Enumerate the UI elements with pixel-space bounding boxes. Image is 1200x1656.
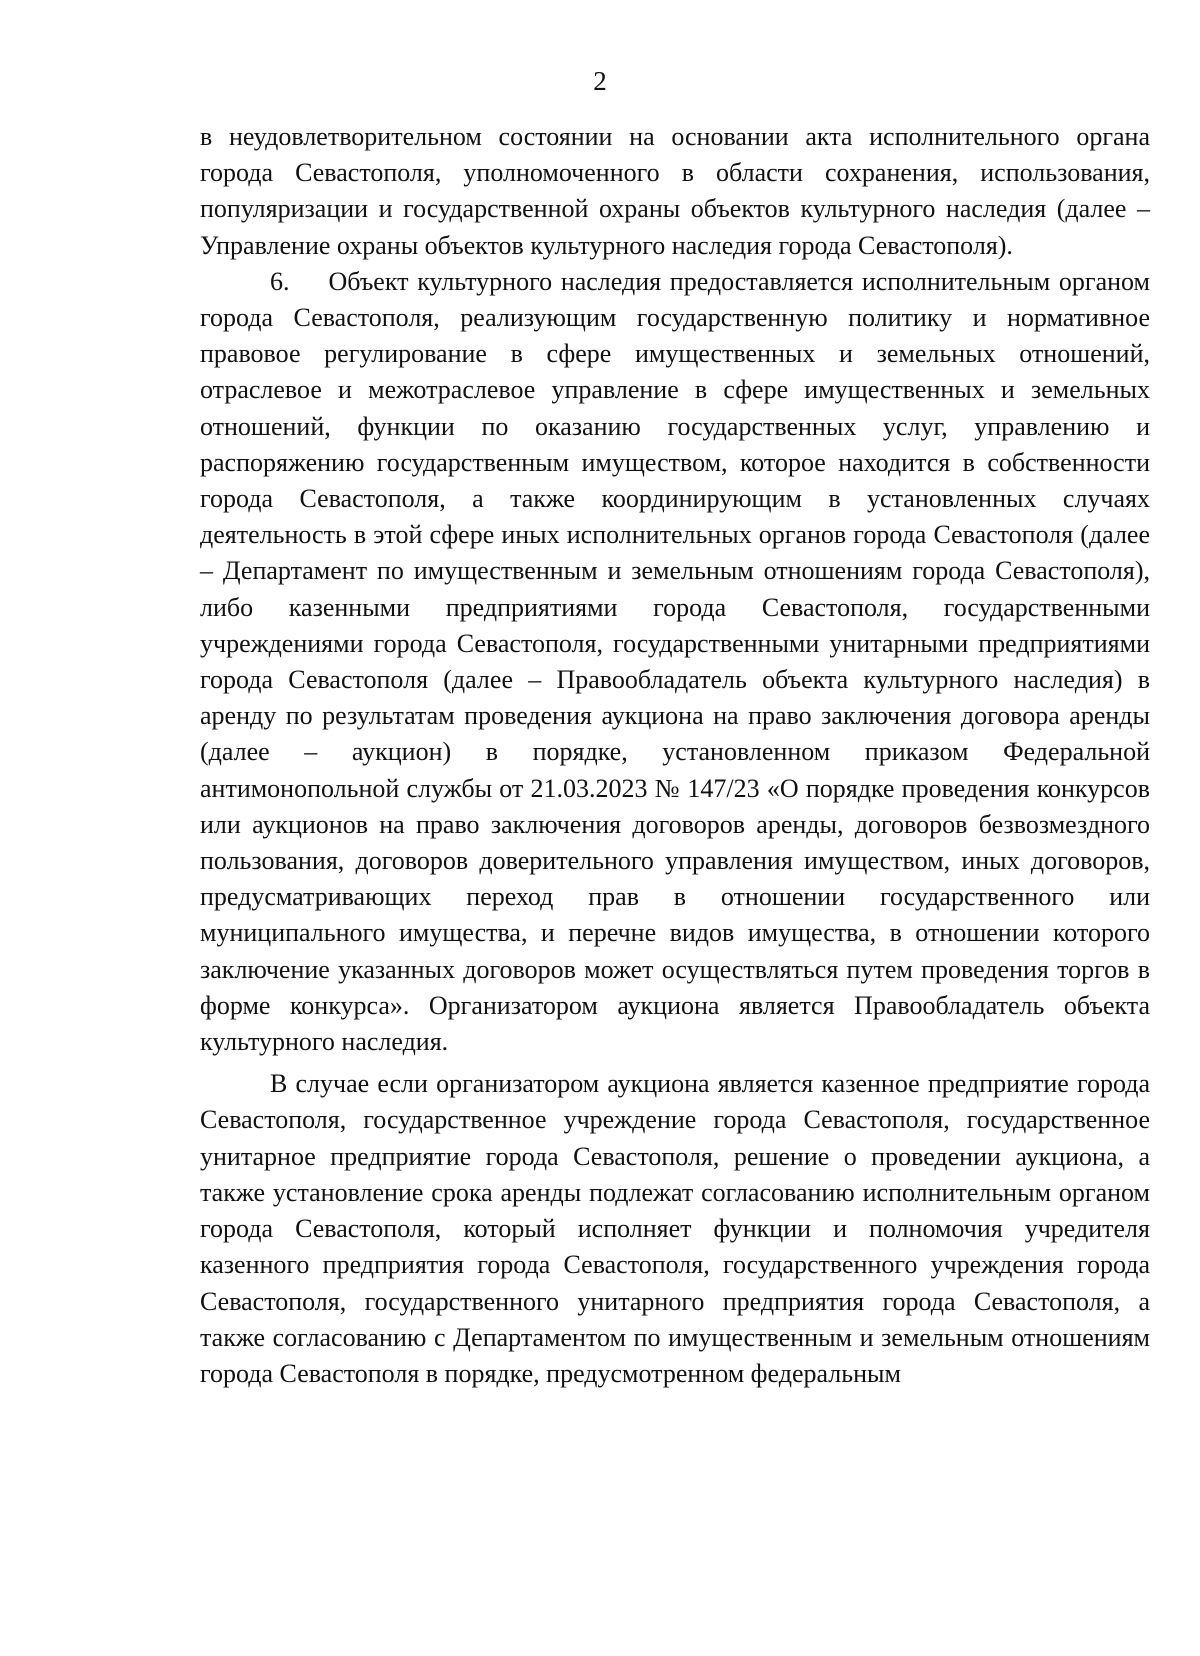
paragraph-auction-approval: В случае если организатором аукциона является казенное предприятие города Севастополя, государственное учреждение города Севастополя, государственное унитарное предприятие города Севастополя, решение о проведении аукциона, а также установление срока аренды подлежат согласованию исполнительным органом города Севастополя, который исполняет функции и полномочия учредителя казенного предприятия города Севастополя, государственного учреждения города Севастополя, государственного унитарного предприятия города Севастополя, а также согласованию с Департаментом по имущественным и земельным отношениям города Севастополя в порядке, предусмотренном федеральным — [200, 1069, 1150, 1388]
paragraph-item-6: 6. Объект культурного наследия предоставляется исполнительным органом города Севастополя, реализующим государственную политику и нормативное правовое регулирование в сфере имущественных и земельных отношений, отраслевое и межотраслевое управление в сфере имущественных и земельных отношений, функции по оказанию государственных услуг, управлению и распоряжению государственным имуществом, которое находится в собственности города Севастополя, а также координирующим в установленных случаях деятельность в этой сфере иных исполнительных органов города Севастополя (далее – Департамент по имущественным и земельным отношениям города Севастополя), либо казенными предприятиями города Севастополя, государственными учреждениями города Севастополя, государственными унитарными предприятиями города Севастополя (далее – Правообладатель объекта культурного наследия) в аренду по результатам проведения аукциона на право заключения договора аренды (далее – аукцион) в порядке, установленном приказом Федеральной антимонопольной службы от 21.03.2023 № 147/23 «О порядке проведения конкурсов или аукционов на право заключения договоров аренды, договоров безвозмездного пользования, договоров доверительного управления имуществом, иных договоров, предусматривающих переход прав в отношении государственного или муниципального имущества, и перечне видов имущества, в отношении которого заключение указанных договоров может осуществляться путем проведения торгов в форме конкурса». Организатором аукциона является Правообладатель объекта культурного наследия. — [200, 266, 1150, 1057]
document-body — [200, 119, 1150, 1392]
paragraph-continuation: в неудовлетворительном состоянии на основании акта исполнительного органа города Севастополя, уполномоченного в области сохранения, использования, популяризации и государственной охраны объектов культурного наследия (далее – Управление охраны объектов культурного наследия города Севастополя). — [200, 122, 1150, 260]
page-number: 2 — [593, 66, 607, 96]
